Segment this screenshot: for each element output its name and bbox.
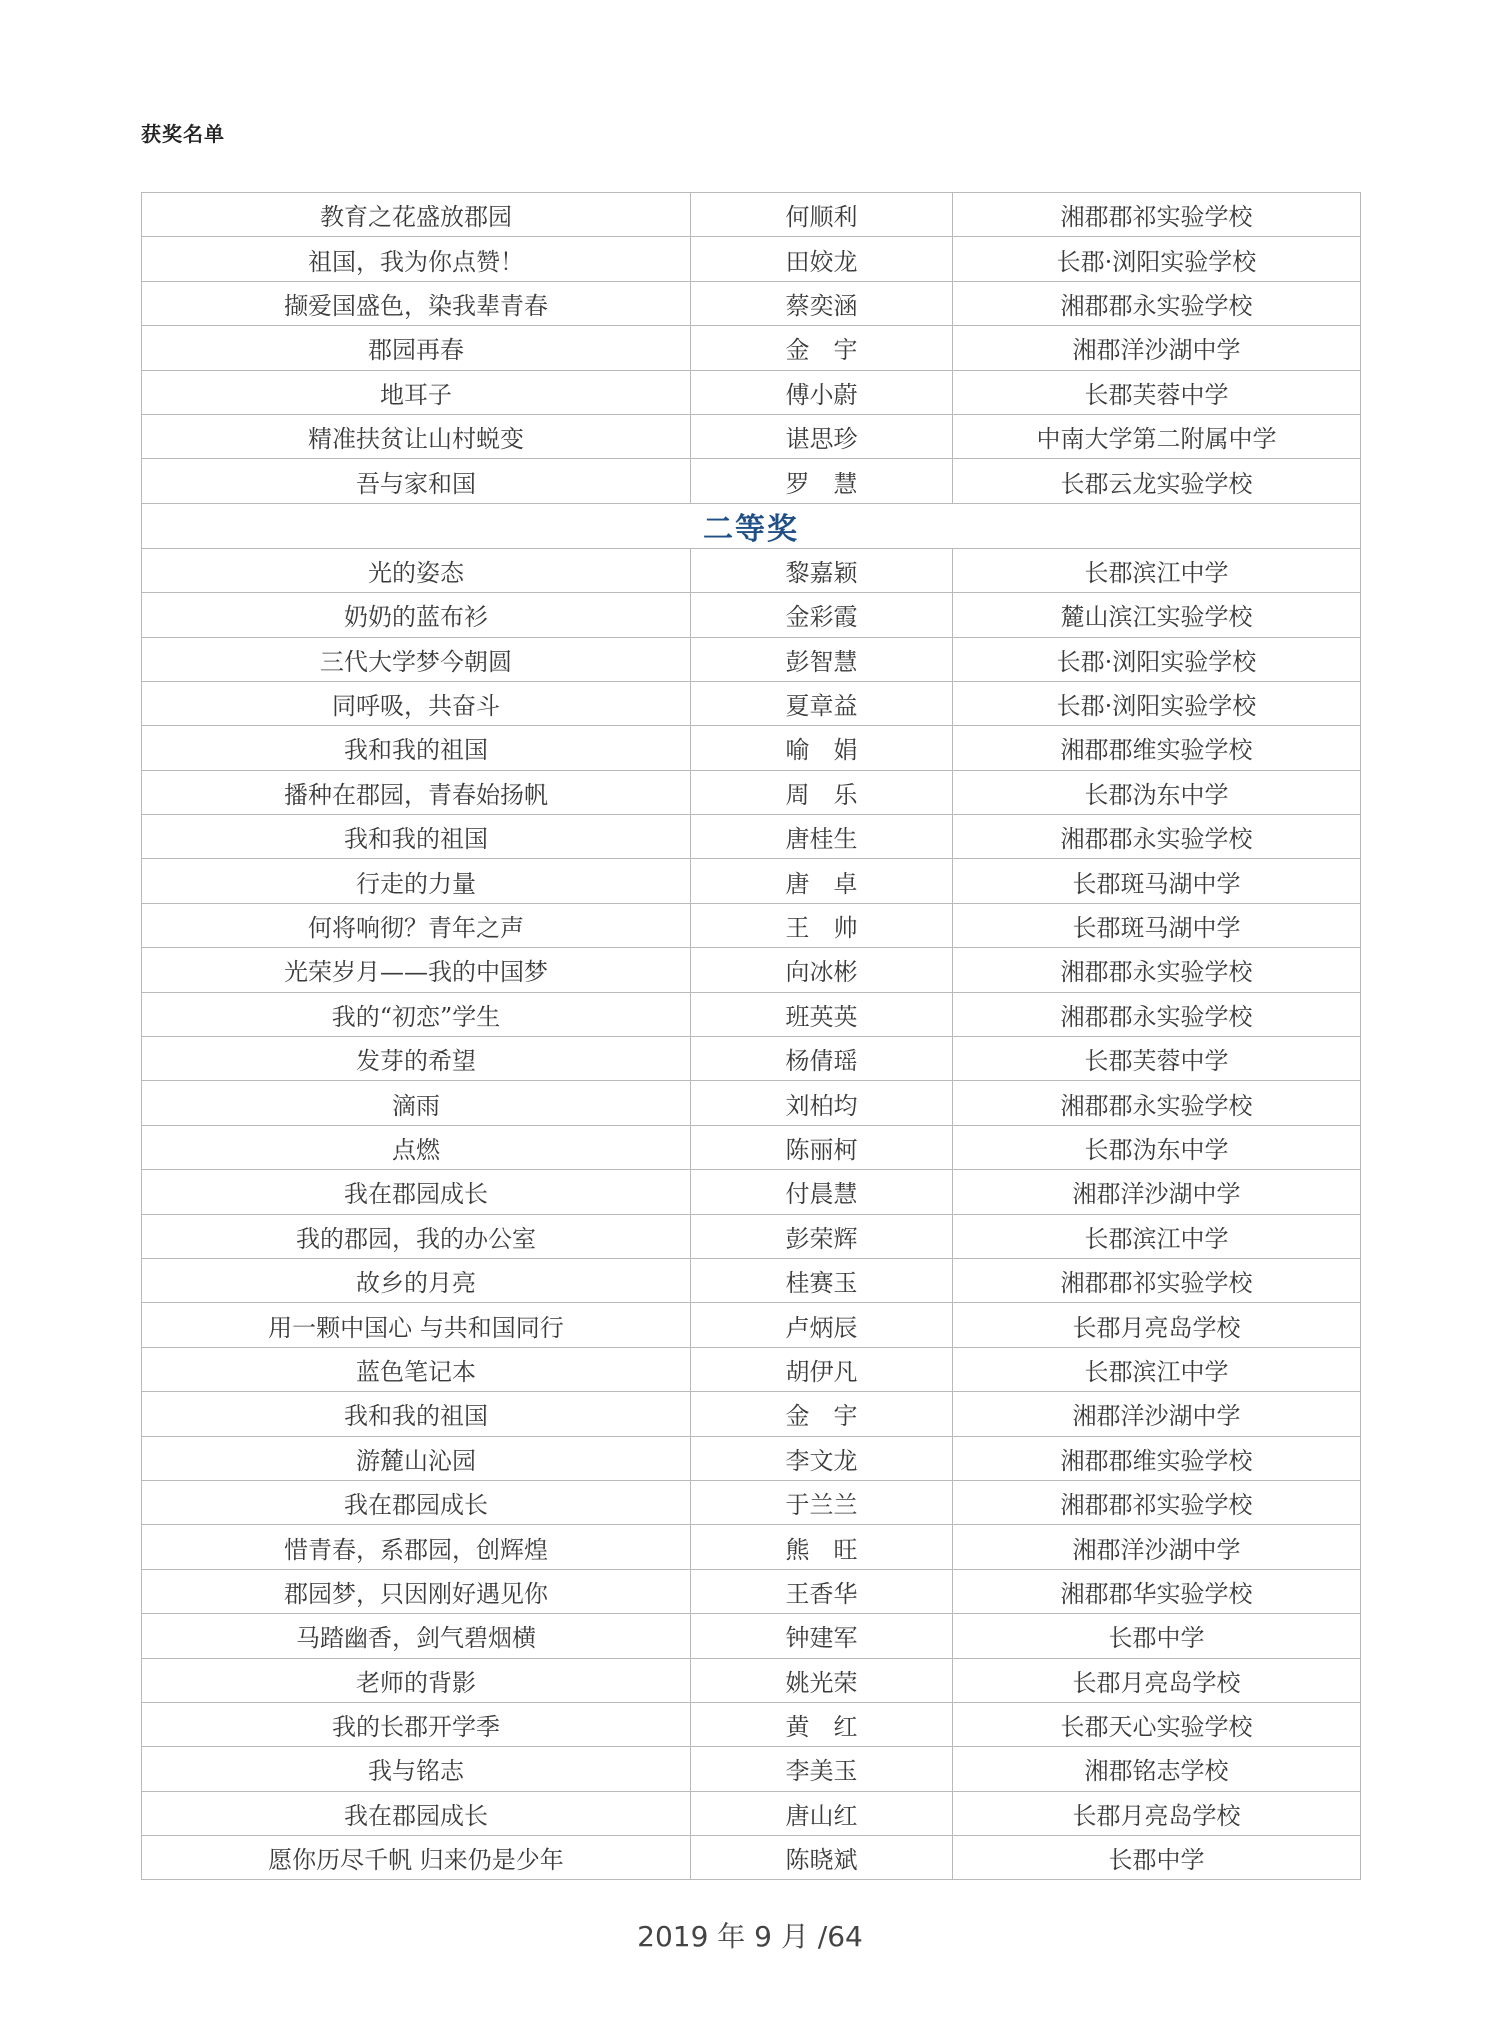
school-name-cell: 长郡芙蓉中学 bbox=[953, 1037, 1361, 1081]
author-name-cell: 于兰兰 bbox=[691, 1480, 953, 1524]
work-title-cell: 游麓山沁园 bbox=[142, 1436, 691, 1480]
school-name-cell: 麓山滨江实验学校 bbox=[953, 593, 1361, 637]
author-name-cell: 李文龙 bbox=[691, 1436, 953, 1480]
author-name-cell: 傅小蔚 bbox=[691, 370, 953, 414]
author-name-cell: 蔡奕涵 bbox=[691, 281, 953, 325]
author-name-cell: 陈丽柯 bbox=[691, 1125, 953, 1169]
work-title-cell: 故乡的月亮 bbox=[142, 1258, 691, 1302]
author-name-cell: 彭智慧 bbox=[691, 637, 953, 681]
work-title-cell: 光的姿态 bbox=[142, 548, 691, 592]
table-row bbox=[142, 726, 1361, 770]
school-name-cell: 湘郡郡永实验学校 bbox=[953, 281, 1361, 325]
work-title-cell: 精准扶贫让山村蜕变 bbox=[142, 414, 691, 458]
table-row bbox=[142, 1569, 1361, 1613]
work-title-cell: 我和我的祖国 bbox=[142, 726, 691, 770]
author-name-cell: 谌思珍 bbox=[691, 414, 953, 458]
school-name-cell: 长郡斑马湖中学 bbox=[953, 859, 1361, 903]
work-title-cell: 三代大学梦今朝圆 bbox=[142, 637, 691, 681]
author-name-cell: 何顺利 bbox=[691, 193, 953, 237]
author-name-cell: 唐 卓 bbox=[691, 859, 953, 903]
table-row bbox=[142, 548, 1361, 592]
author-name-cell: 周 乐 bbox=[691, 770, 953, 814]
table-row bbox=[142, 1436, 1361, 1480]
author-name-cell: 桂赛玉 bbox=[691, 1258, 953, 1302]
school-name-cell: 湘郡洋沙湖中学 bbox=[953, 1525, 1361, 1569]
page-header-title: 获奖名单 bbox=[141, 122, 225, 146]
table-row bbox=[142, 1170, 1361, 1214]
table-row bbox=[142, 1258, 1361, 1302]
table-row bbox=[142, 281, 1361, 325]
school-name-cell: 长郡·浏阳实验学校 bbox=[953, 681, 1361, 725]
work-title-cell: 教育之花盛放郡园 bbox=[142, 193, 691, 237]
author-name-cell: 黎嘉颖 bbox=[691, 548, 953, 592]
school-name-cell: 长郡滨江中学 bbox=[953, 1347, 1361, 1391]
school-name-cell: 湘郡郡华实验学校 bbox=[953, 1569, 1361, 1613]
school-name-cell: 湘郡郡永实验学校 bbox=[953, 1081, 1361, 1125]
table-row bbox=[142, 859, 1361, 903]
work-title-cell: 同呼吸，共奋斗 bbox=[142, 681, 691, 725]
table-row bbox=[142, 1525, 1361, 1569]
school-name-cell: 长郡斑马湖中学 bbox=[953, 903, 1361, 947]
work-title-cell: 郡园再春 bbox=[142, 326, 691, 370]
school-name-cell: 长郡中学 bbox=[953, 1836, 1361, 1880]
table-row bbox=[142, 1614, 1361, 1658]
author-name-cell: 唐桂生 bbox=[691, 815, 953, 859]
table-row bbox=[142, 1081, 1361, 1125]
author-name-cell: 陈晓斌 bbox=[691, 1836, 953, 1880]
section-header-row bbox=[142, 503, 1361, 548]
author-name-cell: 付晨慧 bbox=[691, 1170, 953, 1214]
table-row bbox=[142, 992, 1361, 1036]
work-title-cell: 祖国，我为你点赞！ bbox=[142, 237, 691, 281]
school-name-cell: 湘郡洋沙湖中学 bbox=[953, 326, 1361, 370]
author-name-cell: 向冰彬 bbox=[691, 948, 953, 992]
table-row bbox=[142, 370, 1361, 414]
author-name-cell: 胡伊凡 bbox=[691, 1347, 953, 1391]
author-name-cell: 王香华 bbox=[691, 1569, 953, 1613]
section-title-second-prize: 二等奖 bbox=[142, 503, 1361, 548]
author-name-cell: 罗 慧 bbox=[691, 459, 953, 503]
school-name-cell: 湘郡铭志学校 bbox=[953, 1747, 1361, 1791]
table-row bbox=[142, 1791, 1361, 1835]
work-title-cell: 行走的力量 bbox=[142, 859, 691, 903]
table-row bbox=[142, 1836, 1361, 1880]
work-title-cell: 我的长郡开学季 bbox=[142, 1702, 691, 1746]
author-name-cell: 田姣龙 bbox=[691, 237, 953, 281]
table-row bbox=[142, 193, 1361, 237]
work-title-cell: 奶奶的蓝布衫 bbox=[142, 593, 691, 637]
table-row bbox=[142, 1303, 1361, 1347]
school-name-cell: 长郡月亮岛学校 bbox=[953, 1791, 1361, 1835]
work-title-cell: 我的“初恋”学生 bbox=[142, 992, 691, 1036]
work-title-cell: 我在郡园成长 bbox=[142, 1480, 691, 1524]
author-name-cell: 钟建军 bbox=[691, 1614, 953, 1658]
school-name-cell: 长郡芙蓉中学 bbox=[953, 370, 1361, 414]
work-title-cell: 地耳子 bbox=[142, 370, 691, 414]
work-title-cell: 我在郡园成长 bbox=[142, 1170, 691, 1214]
table-row bbox=[142, 815, 1361, 859]
author-name-cell: 熊 旺 bbox=[691, 1525, 953, 1569]
school-name-cell: 中南大学第二附属中学 bbox=[953, 414, 1361, 458]
work-title-cell: 我在郡园成长 bbox=[142, 1791, 691, 1835]
work-title-cell: 撷爱国盛色，染我辈青春 bbox=[142, 281, 691, 325]
table-row bbox=[142, 1658, 1361, 1702]
table-row bbox=[142, 1125, 1361, 1169]
table-row bbox=[142, 1702, 1361, 1746]
table-row bbox=[142, 593, 1361, 637]
school-name-cell: 长郡滨江中学 bbox=[953, 548, 1361, 592]
work-title-cell: 何将响彻？青年之声 bbox=[142, 903, 691, 947]
author-name-cell: 金 宇 bbox=[691, 1392, 953, 1436]
table-row bbox=[142, 1347, 1361, 1391]
table-row bbox=[142, 637, 1361, 681]
table-row bbox=[142, 1480, 1361, 1524]
work-title-cell: 吾与家和国 bbox=[142, 459, 691, 503]
school-name-cell: 长郡月亮岛学校 bbox=[953, 1658, 1361, 1702]
school-name-cell: 湘郡郡永实验学校 bbox=[953, 815, 1361, 859]
table-row bbox=[142, 903, 1361, 947]
table-row bbox=[142, 1747, 1361, 1791]
school-name-cell: 湘郡郡维实验学校 bbox=[953, 1436, 1361, 1480]
school-name-cell: 长郡天心实验学校 bbox=[953, 1702, 1361, 1746]
work-title-cell: 我与铭志 bbox=[142, 1747, 691, 1791]
school-name-cell: 湘郡郡祁实验学校 bbox=[953, 1258, 1361, 1302]
author-name-cell: 王 帅 bbox=[691, 903, 953, 947]
table-row bbox=[142, 681, 1361, 725]
author-name-cell: 姚光荣 bbox=[691, 1658, 953, 1702]
school-name-cell: 长郡沩东中学 bbox=[953, 770, 1361, 814]
work-title-cell: 光荣岁月——我的中国梦 bbox=[142, 948, 691, 992]
work-title-cell: 郡园梦，只因刚好遇见你 bbox=[142, 1569, 691, 1613]
school-name-cell: 湘郡郡永实验学校 bbox=[953, 948, 1361, 992]
author-name-cell: 唐山红 bbox=[691, 1791, 953, 1835]
work-title-cell: 蓝色笔记本 bbox=[142, 1347, 691, 1391]
award-list-table-container bbox=[141, 192, 1360, 1880]
author-name-cell: 卢炳辰 bbox=[691, 1303, 953, 1347]
work-title-cell: 播种在郡园，青春始扬帆 bbox=[142, 770, 691, 814]
school-name-cell: 长郡·浏阳实验学校 bbox=[953, 637, 1361, 681]
author-name-cell: 喻 娟 bbox=[691, 726, 953, 770]
work-title-cell: 惜青春，系郡园，创辉煌 bbox=[142, 1525, 691, 1569]
table-row bbox=[142, 1214, 1361, 1258]
work-title-cell: 我的郡园，我的办公室 bbox=[142, 1214, 691, 1258]
school-name-cell: 长郡月亮岛学校 bbox=[953, 1303, 1361, 1347]
work-title-cell: 滴雨 bbox=[142, 1081, 691, 1125]
table-row bbox=[142, 1392, 1361, 1436]
work-title-cell: 愿你历尽千帆 归来仍是少年 bbox=[142, 1836, 691, 1880]
work-title-cell: 用一颗中国心 与共和国同行 bbox=[142, 1303, 691, 1347]
award-list-body bbox=[142, 193, 1361, 1880]
author-name-cell: 彭荣辉 bbox=[691, 1214, 953, 1258]
school-name-cell: 湘郡郡祁实验学校 bbox=[953, 1480, 1361, 1524]
school-name-cell: 湘郡洋沙湖中学 bbox=[953, 1170, 1361, 1214]
school-name-cell: 长郡云龙实验学校 bbox=[953, 459, 1361, 503]
work-title-cell: 老师的背影 bbox=[142, 1658, 691, 1702]
author-name-cell: 金 宇 bbox=[691, 326, 953, 370]
author-name-cell: 李美玉 bbox=[691, 1747, 953, 1791]
table-row bbox=[142, 237, 1361, 281]
author-name-cell: 班英英 bbox=[691, 992, 953, 1036]
school-name-cell: 湘郡郡维实验学校 bbox=[953, 726, 1361, 770]
author-name-cell: 刘柏均 bbox=[691, 1081, 953, 1125]
work-title-cell: 我和我的祖国 bbox=[142, 815, 691, 859]
work-title-cell: 点燃 bbox=[142, 1125, 691, 1169]
table-row bbox=[142, 326, 1361, 370]
award-list-table bbox=[141, 192, 1361, 1880]
school-name-cell: 长郡沩东中学 bbox=[953, 1125, 1361, 1169]
author-name-cell: 黄 红 bbox=[691, 1702, 953, 1746]
school-name-cell: 长郡中学 bbox=[953, 1614, 1361, 1658]
author-name-cell: 金彩霞 bbox=[691, 593, 953, 637]
author-name-cell: 夏章益 bbox=[691, 681, 953, 725]
table-row bbox=[142, 459, 1361, 503]
work-title-cell: 马踏幽香，剑气碧烟横 bbox=[142, 1614, 691, 1658]
table-row bbox=[142, 948, 1361, 992]
work-title-cell: 我和我的祖国 bbox=[142, 1392, 691, 1436]
table-row bbox=[142, 770, 1361, 814]
author-name-cell: 杨倩瑶 bbox=[691, 1037, 953, 1081]
school-name-cell: 湘郡郡永实验学校 bbox=[953, 992, 1361, 1036]
table-row bbox=[142, 414, 1361, 458]
page-footer: 2019 年 9 月 /64 bbox=[637, 1920, 863, 1953]
school-name-cell: 长郡滨江中学 bbox=[953, 1214, 1361, 1258]
school-name-cell: 长郡·浏阳实验学校 bbox=[953, 237, 1361, 281]
table-row bbox=[142, 1037, 1361, 1081]
school-name-cell: 湘郡洋沙湖中学 bbox=[953, 1392, 1361, 1436]
work-title-cell: 发芽的希望 bbox=[142, 1037, 691, 1081]
school-name-cell: 湘郡郡祁实验学校 bbox=[953, 193, 1361, 237]
